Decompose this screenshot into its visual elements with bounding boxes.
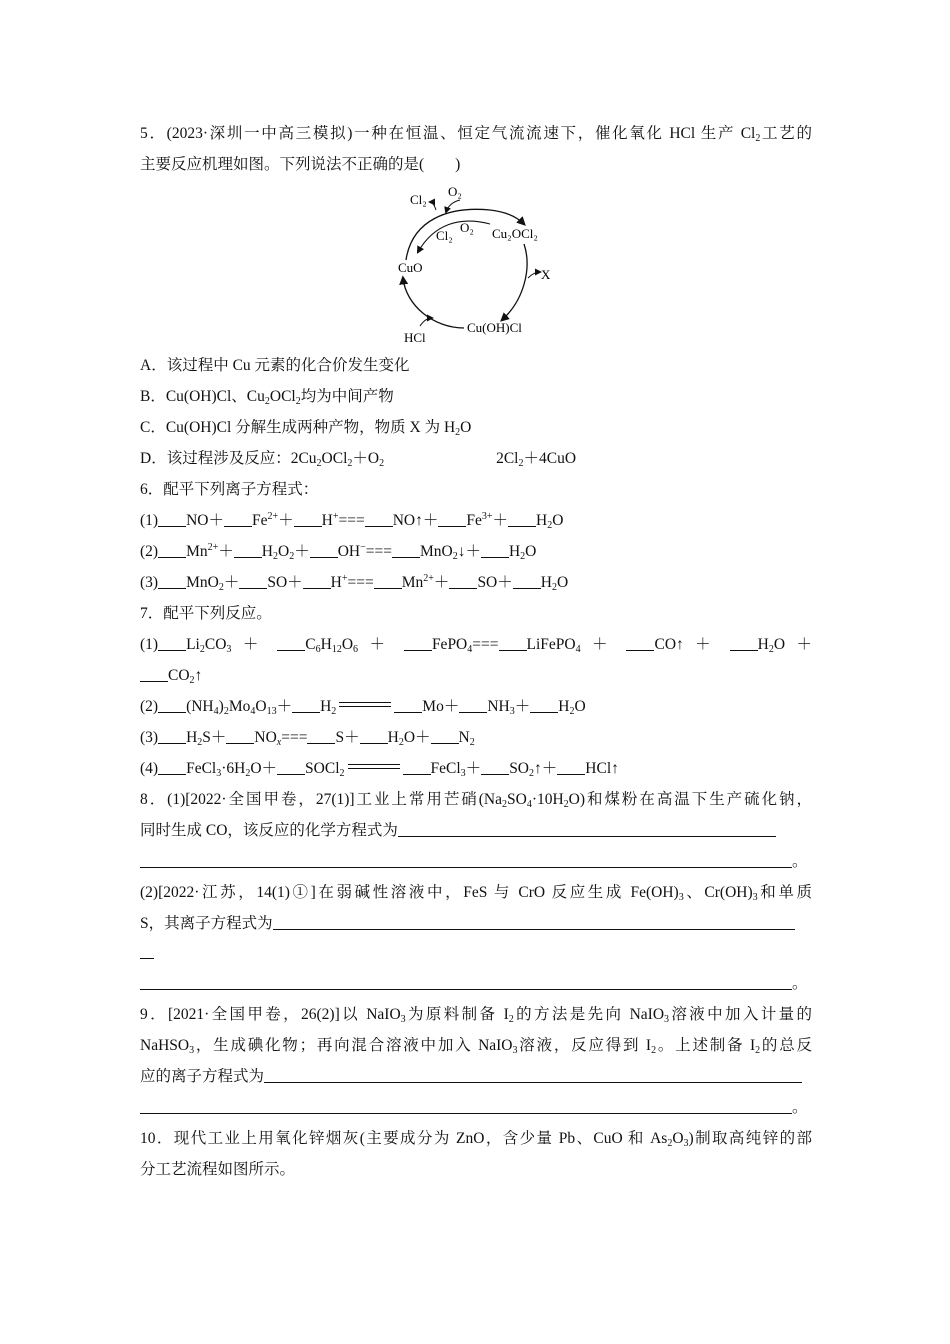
q8-part2-line3 [140, 943, 154, 963]
q8-answer-blank-1[interactable] [398, 822, 776, 837]
q7-eq1-line1: (1) $Li_2CO_3 + C_6H_{12}O_6$ ＋ FePO$_4$=== LiFePO$_4$ ＋ CO↑ ＋ $H_2O$ ＋ [140, 636, 812, 655]
q5-option-d: D．该过程涉及反应：$2Cu_2OCl_2+O_2$ $2Cl_2+4CuO$ [140, 450, 577, 469]
label-cuohcl: Cu(OH)Cl [467, 320, 522, 335]
period: 。 [792, 853, 808, 870]
q8-part2-line1: (2)[2022·江苏，14(1)①]在弱碱性溶液中，FeS 与 CrO 反应生成 $Fe(OH)_3$、$Cr(OH)_3$和单质 [140, 884, 812, 903]
q6-eq1: (1) $NO+ Fe^{2+}+ H^+===$ NO↑＋ $Fe^{3+}+ H_2O$ [140, 511, 564, 531]
q9-line2: NaHSO$_3$，生成碘化物；再向混合溶液中加入 NaIO$_3$溶液，反应得到 $I_2$。上述制备 $I_2$的总反 [140, 1037, 812, 1056]
q7-eq1-line2: $CO_2↑$ [140, 666, 202, 686]
q8-part1-line3 [140, 852, 808, 872]
q8-answer-blank-3[interactable] [273, 915, 795, 930]
label-cl2-inner: Cl₂ [436, 228, 453, 243]
q9-answer-blank-1[interactable] [264, 1068, 802, 1083]
q9-answer-blank-2[interactable] [140, 1099, 792, 1114]
q8-part2-line2: S，其离子方程式为 [140, 914, 795, 934]
label-cl2-outer: Cl₂ [410, 192, 427, 207]
q9-line1: 9．[2021·全国甲卷，26(2)]以 NaIO$_3$为原料制备 $I_2$的方法是先向 NaIO$_3$溶液中加入计量的 [140, 1006, 812, 1025]
q8-part1-line1: 8．(1)[2022·全国甲卷，27(1)]工业上常用芒硝$(Na_2SO_4\cdot 10H_2O)$和煤粉在高温下生产硫化钠， [140, 791, 813, 810]
q6-eq3: (3) $MnO_2+ SO+ H^+=== Mn^{2+}+ SO+ H_2O$ [140, 573, 569, 593]
cycle-arc-cuohcl-to-cuo [403, 278, 464, 328]
q7-eq4: (4) $FeCl_3\cdot 6H_2O+$ SOCl$_2$ FeCl$_3$＋ $SO_2↑+$ HCl↑ [140, 760, 619, 779]
q8-answer-blank-2[interactable] [140, 853, 792, 868]
q10-line1: 10．现代工业上用氧化锌烟灰(主要成分为 ZnO，含少量 Pb、CuO 和 $As_2O_3$)制取高纯锌的部 [140, 1130, 813, 1149]
cycle-arc-cu2ocl2-to-cuohcl [502, 244, 527, 320]
label-x: X [541, 267, 551, 282]
q6-eq2: (2) $Mn^{2+}+ H_2O_2+ OH^-===$ MnO$_2$↓＋ $H_2O$ [140, 542, 537, 562]
cl2-out-arrow [430, 202, 436, 210]
q6-title: 6．配平下列离子方程式： [140, 481, 319, 498]
label-cu2ocl2: Cu₂OCl₂ [492, 226, 538, 241]
q5-stem-line1: 5．(2023·深圳一中高三模拟)一种在恒温、恒定气流流速下，催化氧化 HCl 生产 $Cl_2$工艺的 [140, 125, 812, 144]
hcl-in-arrow [420, 318, 432, 326]
q8-part2-line4 [140, 974, 808, 994]
label-hcl: HCl [404, 330, 426, 345]
q7-title: 7．配平下列反应。 [140, 605, 272, 622]
period: 。 [792, 1099, 808, 1116]
q7-eq3: (3) $H_2S+ NO_x=== S+ H_2O+ N_2$ [140, 729, 475, 748]
x-out-arrow [528, 272, 540, 278]
label-o2-inner: O₂ [460, 220, 474, 235]
q8-answer-blank-4[interactable] [140, 944, 154, 959]
q5-stem-line2: 主要反应机理如图。下列说法不正确的是( ) [140, 156, 461, 173]
q5-option-b: B．Cu(OH)Cl、$Cu_2OCl_2$均为中间产物 [140, 388, 394, 407]
q9-line4 [140, 1098, 808, 1118]
q5-option-a: A．该过程中 Cu 元素的化合价发生变化 [140, 357, 410, 374]
q7-eq2: (2) $(NH_4)_2Mo_4O_{13}+ H_2$ $Mo+ NH_3+ H_2O$ [140, 698, 586, 717]
cycle-arc-inner [418, 221, 490, 252]
q10-line2: 分工艺流程如图所示。 [140, 1161, 296, 1178]
reaction-mechanism-diagram [390, 182, 570, 348]
period: 。 [792, 975, 808, 992]
q8-part1-line2: 同时生成 CO，该反应的化学方程式为 [140, 821, 776, 841]
q8-answer-blank-5[interactable] [140, 975, 792, 990]
label-cuo: CuO [398, 260, 423, 275]
q9-line3: 应的离子方程式为 [140, 1067, 802, 1087]
label-o2-outer: O₂ [448, 184, 462, 199]
q5-option-c: C．Cu(OH)Cl 分解生成两种产物，物质 X 为 $H_2O$ [140, 419, 472, 438]
